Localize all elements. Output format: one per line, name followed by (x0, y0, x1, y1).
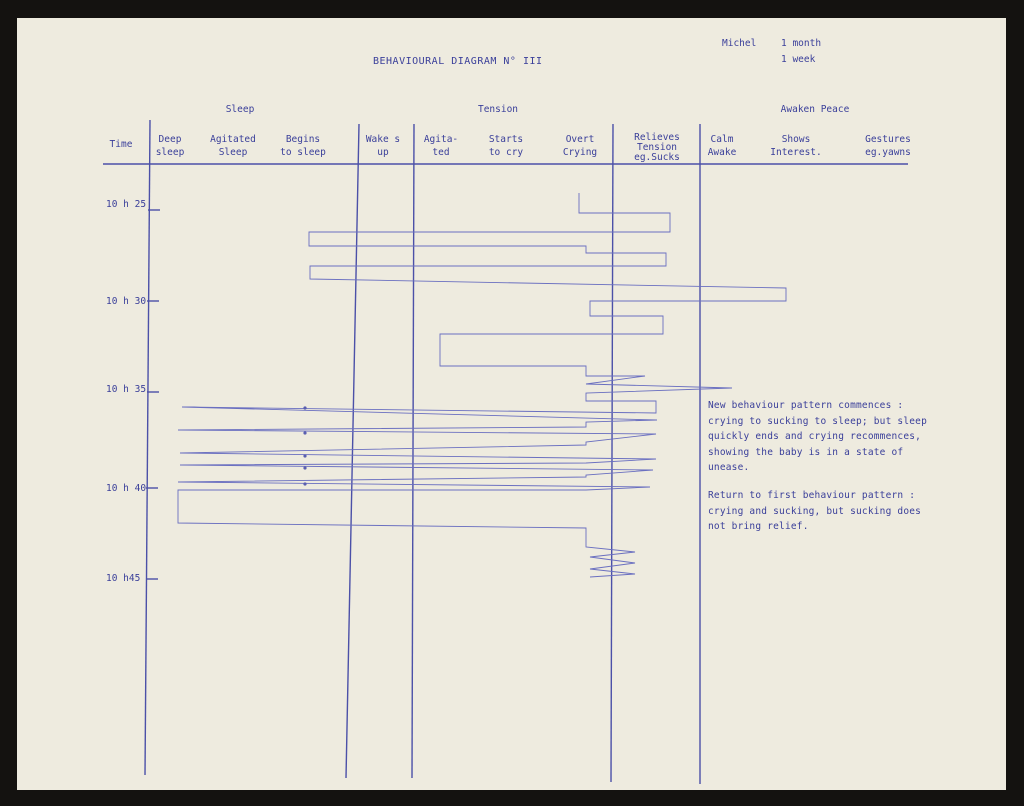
col-begins-to-sleep: Begins to sleep (280, 134, 326, 158)
column-divider (412, 124, 414, 778)
trace-dots (303, 406, 306, 485)
column-divider (611, 124, 613, 782)
col-agitated-sleep: Agitated Sleep (210, 134, 256, 158)
behaviour-trace (178, 193, 786, 577)
col-calm-awake: Calm Awake (707, 134, 737, 158)
group-tension: Tension (477, 104, 519, 115)
col-deep-sleep: Deep sleep (155, 134, 185, 158)
time-label: 10 h 25 (106, 199, 147, 210)
column-divider (145, 120, 150, 775)
annotation-note: Return to first behaviour pattern : crying and sucking, but sucking does not bring relief. (708, 490, 922, 532)
group-awaken-peace: Awaken Peace (780, 104, 850, 115)
time-label: 10 h45 (106, 573, 141, 584)
age-months: 1 month (781, 38, 822, 49)
col-gestures: Gestures eg.yawns (865, 134, 911, 158)
group-sleep: Sleep (225, 104, 255, 115)
col-relieves-tension: Relieves Tension eg.Sucks (634, 132, 680, 163)
time-label: 10 h 40 (106, 483, 147, 494)
col-starts-to-cry: Starts to cry (488, 134, 524, 158)
column-divider (346, 124, 359, 778)
col-agitated: Agita- ted (423, 134, 459, 158)
subject-name: Michel (722, 38, 757, 49)
age-weeks: 1 week (781, 54, 816, 65)
annotation-note: New behaviour pattern commences : crying to sucking to sleep; but sleep quickly ends and crying recommences, showing the baby is in a state of unease. (708, 400, 928, 473)
time-label: 10 h 35 (106, 384, 147, 395)
col-overt-crying: Overt Crying (562, 134, 598, 158)
col-time: Time (109, 139, 133, 150)
time-label: 10 h 30 (106, 296, 147, 307)
col-shows-interest: Shows Interest. (770, 134, 822, 158)
col-wakes-up: Wake s up (365, 134, 401, 158)
diagram-title: BEHAVIOURAL DIAGRAM N° III (373, 56, 543, 67)
